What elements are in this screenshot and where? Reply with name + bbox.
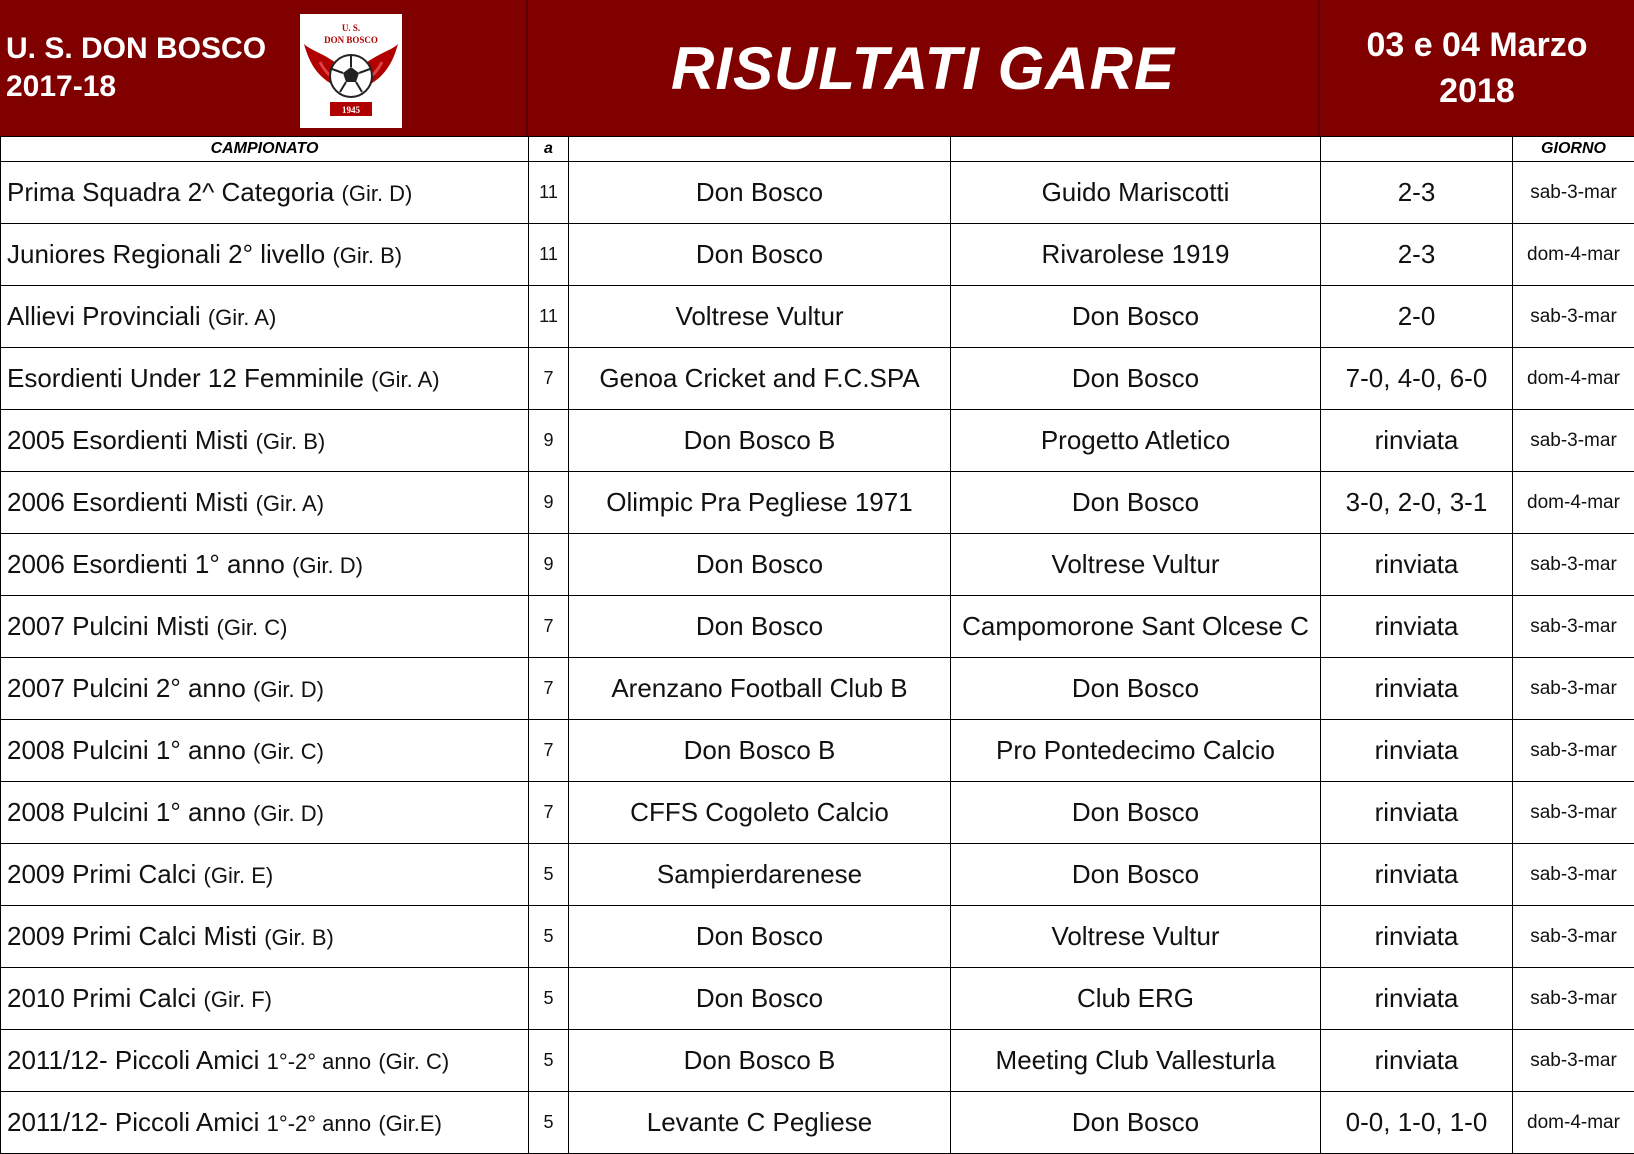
day-cell: sab-3-mar: [1513, 844, 1634, 906]
girone-label: (Gir. E): [203, 863, 274, 888]
round-cell: 7: [529, 348, 569, 410]
campionato-cell: [1, 1030, 529, 1092]
round-cell: 5: [529, 1030, 569, 1092]
away-team-cell: Progetto Atletico: [951, 410, 1321, 472]
result-cell: rinviata: [1321, 596, 1513, 658]
home-team-cell: Don Bosco: [569, 534, 951, 596]
away-team-cell: Voltrese Vultur: [951, 534, 1321, 596]
girone-label: (Gir. D): [292, 553, 363, 578]
col-away: [951, 137, 1321, 162]
campionato-cell: [1, 286, 529, 348]
away-team-cell: Campomorone Sant Olcese C: [951, 596, 1321, 658]
logo-top-text: U. S.: [341, 23, 361, 33]
result-cell: 3-0, 2-0, 3-1: [1321, 472, 1513, 534]
day-cell: sab-3-mar: [1513, 782, 1634, 844]
campionato-extra: 1°-2° anno: [266, 1049, 372, 1074]
col-round: a: [529, 137, 569, 162]
campionato-cell: [1, 906, 529, 968]
campionato-cell: [1, 472, 529, 534]
girone-label: (Gir. B): [332, 243, 403, 268]
away-team-cell: Meeting Club Vallesturla: [951, 1030, 1321, 1092]
result-cell: 2-3: [1321, 224, 1513, 286]
away-team-cell: Don Bosco: [951, 782, 1321, 844]
girone-label: (Gir.E): [378, 1111, 442, 1136]
campionato-name: Prima Squadra 2^ Categoria: [7, 177, 335, 207]
campionato-name: 2009 Primi Calci: [7, 859, 197, 889]
club-name-line1: U. S. DON BOSCO: [6, 32, 267, 65]
round-cell: 11: [529, 162, 569, 224]
away-team-cell: Don Bosco: [951, 286, 1321, 348]
result-cell: rinviata: [1321, 410, 1513, 472]
away-team-cell: Club ERG: [951, 968, 1321, 1030]
home-team-cell: Don Bosco: [569, 596, 951, 658]
date-cell: [1320, 0, 1634, 136]
result-cell: 7-0, 4-0, 6-0: [1321, 348, 1513, 410]
table-row: [1, 162, 1634, 224]
away-team-cell: Don Bosco: [951, 844, 1321, 906]
results-body: [1, 162, 1634, 1154]
campionato-name: Esordienti Under 12 Femminile: [7, 363, 364, 393]
results-table: [0, 136, 1634, 1154]
day-cell: sab-3-mar: [1513, 658, 1634, 720]
col-result: [1321, 137, 1513, 162]
away-team-cell: Rivarolese 1919: [951, 224, 1321, 286]
campionato-cell: [1, 162, 529, 224]
club-name: [6, 30, 266, 106]
home-team-cell: Don Bosco: [569, 906, 951, 968]
table-row: [1, 1030, 1634, 1092]
column-header-row: [1, 137, 1634, 162]
result-cell: rinviata: [1321, 782, 1513, 844]
table-row: [1, 410, 1634, 472]
campionato-cell: [1, 410, 529, 472]
girone-label: (Gir. A): [371, 367, 440, 392]
round-cell: 5: [529, 968, 569, 1030]
campionato-name: Juniores Regionali 2° livello: [7, 239, 326, 269]
round-cell: 7: [529, 782, 569, 844]
campionato-name: 2007 Pulcini 2° anno: [7, 673, 246, 703]
girone-label: (Gir. D): [341, 181, 413, 206]
day-cell: dom-4-mar: [1513, 224, 1634, 286]
girone-label: (Gir. C): [216, 615, 288, 640]
away-team-cell: Guido Mariscotti: [951, 162, 1321, 224]
result-cell: rinviata: [1321, 968, 1513, 1030]
round-cell: 9: [529, 534, 569, 596]
campionato-name: 2009 Primi Calci Misti: [7, 921, 257, 951]
club-season: 2017-18: [6, 70, 117, 103]
table-row: [1, 844, 1634, 906]
result-cell: rinviata: [1321, 720, 1513, 782]
table-row: [1, 348, 1634, 410]
round-cell: 7: [529, 658, 569, 720]
round-cell: 11: [529, 286, 569, 348]
result-cell: rinviata: [1321, 658, 1513, 720]
home-team-cell: Voltrese Vultur: [569, 286, 951, 348]
col-campionato: CAMPIONATO: [1, 137, 529, 162]
campionato-cell: [1, 968, 529, 1030]
result-cell: rinviata: [1321, 844, 1513, 906]
day-cell: sab-3-mar: [1513, 1030, 1634, 1092]
round-cell: 9: [529, 472, 569, 534]
home-team-cell: Don Bosco B: [569, 720, 951, 782]
campionato-cell: [1, 224, 529, 286]
away-team-cell: Don Bosco: [951, 1092, 1321, 1154]
girone-label: (Gir. D): [253, 677, 324, 702]
away-team-cell: Pro Pontedecimo Calcio: [951, 720, 1321, 782]
round-cell: 7: [529, 720, 569, 782]
col-day: GIORNO: [1513, 137, 1634, 162]
girone-label: (Gir. B): [264, 925, 334, 950]
home-team-cell: Levante C Pegliese: [569, 1092, 951, 1154]
campionato-cell: [1, 596, 529, 658]
day-cell: dom-4-mar: [1513, 1092, 1634, 1154]
away-team-cell: Voltrese Vultur: [951, 906, 1321, 968]
col-home: [569, 137, 951, 162]
result-cell: rinviata: [1321, 906, 1513, 968]
round-cell: 7: [529, 596, 569, 658]
football-wings-crest-icon: [300, 14, 402, 128]
day-cell: sab-3-mar: [1513, 162, 1634, 224]
home-team-cell: Olimpic Pra Pegliese 1971: [569, 472, 951, 534]
day-cell: sab-3-mar: [1513, 720, 1634, 782]
campionato-name: Allievi Provinciali: [7, 301, 201, 331]
table-row: [1, 906, 1634, 968]
table-row: [1, 596, 1634, 658]
table-row: [1, 286, 1634, 348]
table-row: [1, 658, 1634, 720]
result-cell: rinviata: [1321, 534, 1513, 596]
day-cell: dom-4-mar: [1513, 348, 1634, 410]
campionato-cell: [1, 782, 529, 844]
away-team-cell: Don Bosco: [951, 472, 1321, 534]
result-cell: 0-0, 1-0, 1-0: [1321, 1092, 1513, 1154]
home-team-cell: Arenzano Football Club B: [569, 658, 951, 720]
home-team-cell: CFFS Cogoleto Calcio: [569, 782, 951, 844]
home-team-cell: Don Bosco: [569, 968, 951, 1030]
girone-label: (Gir. F): [203, 987, 272, 1012]
day-cell: sab-3-mar: [1513, 906, 1634, 968]
table-row: [1, 782, 1634, 844]
day-cell: dom-4-mar: [1513, 472, 1634, 534]
campionato-cell: [1, 534, 529, 596]
round-cell: 5: [529, 906, 569, 968]
home-team-cell: Genoa Cricket and F.C.SPA: [569, 348, 951, 410]
campionato-cell: [1, 1092, 529, 1154]
club-logo: [300, 14, 402, 128]
day-cell: sab-3-mar: [1513, 410, 1634, 472]
campionato-name: 2006 Esordienti Misti: [7, 487, 249, 517]
logo-year-text: 1945: [342, 105, 360, 115]
campionato-name: 2011/12- Piccoli Amici: [7, 1045, 260, 1075]
campionato-name: 2006 Esordienti 1° anno: [7, 549, 285, 579]
round-cell: 11: [529, 224, 569, 286]
girone-label: (Gir. B): [255, 429, 326, 454]
table-row: [1, 224, 1634, 286]
home-team-cell: Don Bosco: [569, 162, 951, 224]
page-title: RISULTATI GARE: [671, 34, 1175, 102]
result-cell: rinviata: [1321, 1030, 1513, 1092]
girone-label: (Gir. C): [253, 739, 324, 764]
campionato-cell: [1, 348, 529, 410]
title-cell: [528, 0, 1320, 136]
round-cell: 9: [529, 410, 569, 472]
result-cell: 2-0: [1321, 286, 1513, 348]
round-cell: 5: [529, 1092, 569, 1154]
campionato-name: 2008 Pulcini 1° anno: [7, 797, 246, 827]
logo-name-text: DON BOSCO: [324, 35, 378, 45]
girone-label: (Gir. A): [207, 305, 277, 330]
girone-label: (Gir. D): [253, 801, 324, 826]
table-row: [1, 472, 1634, 534]
home-team-cell: Sampierdarenese: [569, 844, 951, 906]
table-row: [1, 534, 1634, 596]
table-row: [1, 1092, 1634, 1154]
campionato-cell: [1, 844, 529, 906]
home-team-cell: Don Bosco: [569, 224, 951, 286]
club-cell: [0, 0, 528, 136]
campionato-cell: [1, 720, 529, 782]
date-line2: 2018: [1439, 72, 1515, 110]
day-cell: sab-3-mar: [1513, 968, 1634, 1030]
day-cell: sab-3-mar: [1513, 596, 1634, 658]
campionato-name: 2008 Pulcini 1° anno: [7, 735, 246, 765]
header-banner: [0, 0, 1634, 136]
girone-label: (Gir. C): [378, 1049, 450, 1074]
campionato-name: 2007 Pulcini Misti: [7, 611, 210, 641]
table-row: [1, 720, 1634, 782]
day-cell: sab-3-mar: [1513, 286, 1634, 348]
campionato-extra: 1°-2° anno: [266, 1111, 372, 1136]
day-cell: sab-3-mar: [1513, 534, 1634, 596]
home-team-cell: Don Bosco B: [569, 410, 951, 472]
away-team-cell: Don Bosco: [951, 348, 1321, 410]
result-cell: 2-3: [1321, 162, 1513, 224]
away-team-cell: Don Bosco: [951, 658, 1321, 720]
campionato-name: 2010 Primi Calci: [7, 983, 197, 1013]
home-team-cell: Don Bosco B: [569, 1030, 951, 1092]
girone-label: (Gir. A): [255, 491, 325, 516]
table-row: [1, 968, 1634, 1030]
campionato-cell: [1, 658, 529, 720]
date-line1: 03 e 04 Marzo: [1366, 26, 1588, 64]
campionato-name: 2011/12- Piccoli Amici: [7, 1107, 260, 1137]
round-cell: 5: [529, 844, 569, 906]
campionato-name: 2005 Esordienti Misti: [7, 425, 249, 455]
